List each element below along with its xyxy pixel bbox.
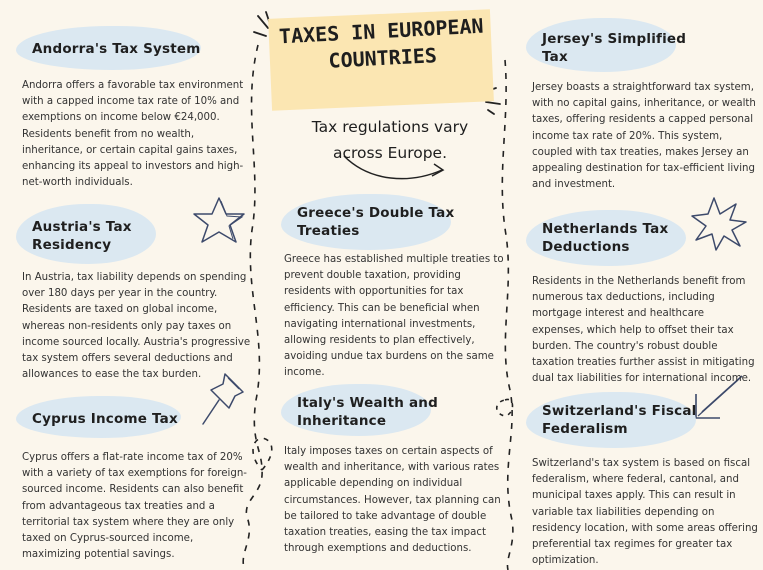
- section-body-cyprus: Cyprus offers a flat-rate income tax of 20% with a variety of tax exemptions for foreign-sourced income. Residents can also benefit from advantageous tax treaties and a territorial tax system where they are only taxed on Cyprus-sourced income, maximizing potential savings.: [22, 452, 247, 561]
- section-heading: Switzerland's Fiscal Federalism: [542, 403, 697, 437]
- section-body-austria: In Austria, tax liability depends on spending over 180 days per year in the country. Residents are taxed on global income, whereas non-residents only pay taxes on income sourced locally. Austria's progressive tax system offers several deductions and allowances to ease the tax burden.: [22, 272, 251, 381]
- section-heading: Jersey's Simplified Tax: [542, 31, 687, 65]
- section-switzerland: [530, 396, 755, 437]
- section-heading: Andorra's Tax System: [32, 41, 201, 57]
- section-heading: Austria's Tax Residency: [32, 219, 132, 253]
- page-title: TAXES IN EUROPEAN COUNTRIES: [278, 13, 485, 73]
- page-subtitle: Tax regulations vary across Europe.: [311, 118, 469, 162]
- section-heading: Italy's Wealth and Inheritance: [297, 395, 438, 429]
- section-heading: Netherlands Tax Deductions: [542, 221, 669, 255]
- section-body-italy: Italy imposes taxes on certain aspects of wealth and inheritance, with various rates applicable depending on individual circumstances. However, tax planning can be tailored to take advantage of double taxation treaties, easing the tax impact through exemptions and deductions.: [284, 446, 501, 555]
- section-jersey: [530, 22, 755, 65]
- section-body-greece: Greece has established multiple treaties to prevent double taxation, providing residents with opportunities for tax efficiency. This can be beneficial when navigating international investments, allowing residents to plan effectively, avoiding undue tax burdens on the same income.: [284, 254, 504, 379]
- star-doodle-icon: [192, 194, 247, 246]
- section-heading: Cyprus Income Tax: [32, 411, 178, 427]
- section-body-netherlands: Residents in the Netherlands benefit from numerous tax deductions, including mortgage interest and healthcare expenses, which help to offset their tax burden. The country's robust double taxation treaties further assist in mitigating dual tax liabilities for international income.: [532, 276, 755, 385]
- section-body-switzerland: Switzerland's tax system is based on fiscal federalism, where federal, cantonal, and municipal taxes apply. This can result in variable tax liabilities depending on residency location, with some areas offering preferential tax regimes for greater tax optimization.: [532, 458, 758, 567]
- section-body-andorra: Andorra offers a favorable tax environment with a capped income tax rate of 10% and exemptions on income below €24,000. Residents benefit from no wealth, inheritance, or certain capital gains taxes, enhancing its appeal to investors and high-net-worth individuals.: [22, 80, 244, 189]
- section-body-jersey: Jersey boasts a straightforward tax system, with no capital gains, inheritance, or wealth taxes, offering residents a capped personal income tax rate of 20%. This system, coupled with tax treaties, makes Jersey an appealing destination for tax-efficient living and investment.: [532, 82, 756, 191]
- section-netherlands: [530, 214, 755, 255]
- section-heading: Greece's Double Tax Treaties: [297, 205, 455, 239]
- section-andorra: [22, 34, 252, 57]
- section-italy: [285, 388, 500, 429]
- section-greece: [285, 198, 500, 239]
